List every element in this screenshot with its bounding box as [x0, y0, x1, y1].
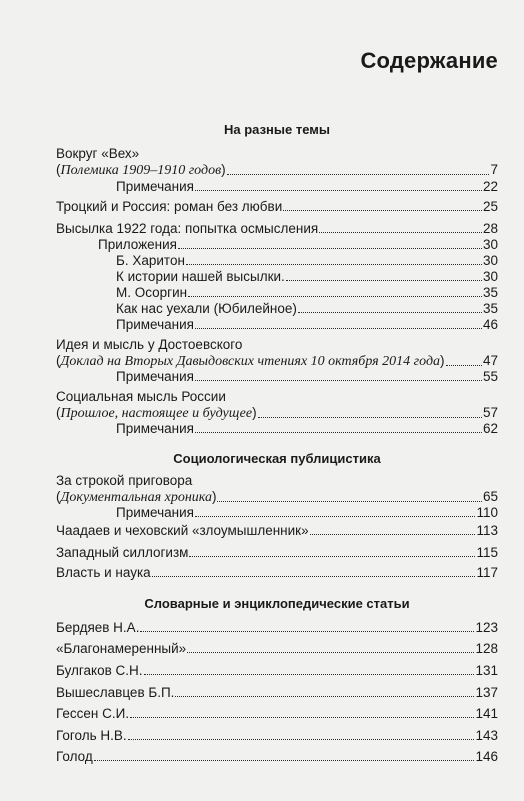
toc-entry-label: Голод: [56, 749, 93, 764]
leader-dots: [195, 380, 482, 381]
toc-entry-prigovor[interactable]: [56, 489, 498, 506]
toc-page-number: 143: [475, 728, 498, 743]
toc-entry-label: Приложения: [98, 237, 177, 252]
toc-entry-prigovor-notes[interactable]: [116, 505, 498, 521]
toc-entry-label: Вышеславцев Б.П.: [56, 685, 175, 700]
toc-page-number: 117: [476, 565, 498, 580]
toc-entry-label: Троцкий и Россия: роман без любви: [56, 199, 283, 214]
toc-entry-label: Гессен С.И.: [56, 706, 130, 721]
toc-entry-label: Власть и наука: [56, 565, 151, 580]
toc-page-number: 115: [476, 545, 498, 560]
leader-dots: [217, 501, 481, 502]
toc-entry-soc-notes[interactable]: [116, 421, 498, 437]
leader-dots: [195, 432, 482, 433]
toc-entry-label: М. Осоргин: [116, 285, 188, 300]
toc-page-number: 22: [482, 179, 498, 194]
leader-dots: [310, 534, 476, 535]
leader-dots: [258, 417, 482, 418]
leader-dots: [188, 296, 482, 297]
toc-page-number: 57: [482, 405, 498, 420]
toc-page-number: 30: [482, 237, 498, 252]
toc-page-number: 141: [475, 706, 498, 721]
toc-entry-vysheslav[interactable]: [56, 685, 498, 701]
toc-entry-prigovor-subtitle: (Документальная хроника): [56, 489, 217, 505]
toc-entry-dost-notes[interactable]: [116, 369, 498, 385]
toc-page-number: 65: [482, 489, 498, 504]
toc-entry-uehali[interactable]: [116, 301, 498, 317]
toc-entry-label: Примечания: [116, 505, 194, 520]
toc-entry-berdyaev[interactable]: [56, 620, 498, 636]
toc-entry-label: Булгаков С.Н.: [56, 663, 143, 678]
toc-page-number: 110: [476, 505, 498, 520]
toc-entry-soc-subtitle: (Прошлое, настоящее и будущее): [56, 405, 257, 421]
toc-entry-label: Бердяев Н.А.: [56, 620, 140, 635]
toc-page-number: 55: [482, 369, 498, 384]
leader-dots: [298, 312, 482, 313]
section-heading-misc: На разные темы: [224, 122, 330, 137]
toc-page-number: 28: [482, 221, 498, 236]
leader-dots: [128, 739, 475, 740]
toc-entry-veh-notes[interactable]: [116, 179, 498, 195]
section-heading-sociology: Социологическая публицистика: [173, 451, 381, 466]
section-heading-encyclopedia: Словарные и энциклопедические статьи: [144, 596, 410, 611]
toc-entry-vysylka-notes[interactable]: [116, 317, 498, 333]
toc-entry-label: Примечания: [116, 369, 194, 384]
toc-page-number: 123: [475, 620, 498, 635]
toc-entry-veh-subtitle: (Полемика 1909–1910 годов): [56, 162, 226, 178]
toc-entry-soc[interactable]: [56, 405, 498, 422]
toc-page-number: 47: [482, 353, 498, 368]
leader-dots: [195, 328, 482, 329]
toc-page-number: 146: [475, 749, 498, 764]
toc-page-number: 30: [482, 269, 498, 284]
leader-dots: [130, 717, 474, 718]
toc-page-number: 35: [482, 301, 498, 316]
leader-dots: [195, 190, 482, 191]
toc-entry-vlast[interactable]: [56, 565, 498, 581]
toc-entry-label: Примечания: [116, 421, 194, 436]
toc-page-number: 131: [475, 663, 498, 678]
leader-dots: [144, 674, 475, 675]
leader-dots: [319, 232, 482, 233]
leader-dots: [189, 556, 475, 557]
toc-entry-k-istorii[interactable]: [116, 269, 498, 285]
toc-entry-label: Гоголь Н.В.: [56, 728, 127, 743]
leader-dots: [186, 264, 482, 265]
toc-entry-osorgin[interactable]: [116, 285, 498, 301]
toc-page-number: 128: [475, 641, 498, 656]
toc-page-number: 137: [475, 685, 498, 700]
toc-entry-label: Западный силлогизм: [56, 545, 189, 560]
toc-entry-veh[interactable]: [56, 162, 498, 179]
toc-entry-gessen[interactable]: [56, 706, 498, 722]
toc-entry-blagonam[interactable]: [56, 641, 498, 657]
toc-entry-label: Б. Харитон: [116, 253, 185, 268]
leader-dots: [286, 280, 482, 281]
page-title: Содержание: [360, 48, 498, 73]
leader-dots: [94, 760, 475, 761]
toc-entry-trotsky[interactable]: [56, 199, 498, 215]
toc-entry-golod[interactable]: [56, 749, 498, 765]
toc-entry-bulgakov[interactable]: [56, 663, 498, 679]
toc-entry-dost[interactable]: [56, 353, 498, 370]
toc-page-number: 35: [482, 285, 498, 300]
leader-dots: [152, 576, 476, 577]
leader-dots: [446, 365, 482, 366]
toc-entry-soc-title: Социальная мысль России: [56, 389, 226, 404]
toc-entry-prigovor-title: За строкой приговора: [56, 473, 193, 488]
leader-dots: [187, 652, 474, 653]
toc-entry-veh-title: Вокруг «Вех»: [56, 146, 140, 161]
toc-entry-label: Примечания: [116, 179, 194, 194]
leader-dots: [175, 696, 474, 697]
toc-entry-label: «Благонамеренный»: [56, 641, 187, 656]
leader-dots: [227, 174, 490, 175]
toc-entry-dost-title: Идея и мысль у Достоевского: [56, 337, 243, 352]
toc-entry-vysylka[interactable]: [56, 221, 498, 237]
toc-entry-label: Как нас уехали (Юбилейное): [116, 301, 297, 316]
toc-entry-label: Высылка 1922 года: попытка осмысления: [56, 221, 319, 236]
toc-page-number: 25: [482, 199, 498, 214]
leader-dots: [283, 210, 482, 211]
leader-dots: [178, 248, 482, 249]
toc-page-number: 7: [490, 162, 498, 177]
toc-entry-chaadaev[interactable]: [56, 523, 498, 539]
toc-entry-label: Примечания: [116, 317, 194, 332]
toc-entry-gogol[interactable]: [56, 728, 498, 744]
toc-entry-prilozheniya[interactable]: [98, 237, 498, 253]
toc-entry-hariton[interactable]: [116, 253, 498, 269]
toc-entry-label: К истории нашей высылки.: [116, 269, 285, 284]
toc-entry-zapad[interactable]: [56, 545, 498, 561]
toc-page-number: 30: [482, 253, 498, 268]
leader-dots: [140, 631, 474, 632]
toc-page-number: 46: [482, 317, 498, 332]
toc-entry-label: Чаадаев и чеховский «злоумышленник»: [56, 523, 309, 538]
toc-page-number: 62: [482, 421, 498, 436]
leader-dots: [195, 516, 476, 517]
toc-entry-dost-subtitle: (Доклад на Вторых Давыдовских чтениях 10 октября 2014 года): [56, 353, 445, 369]
toc-page-number: 113: [476, 523, 498, 538]
